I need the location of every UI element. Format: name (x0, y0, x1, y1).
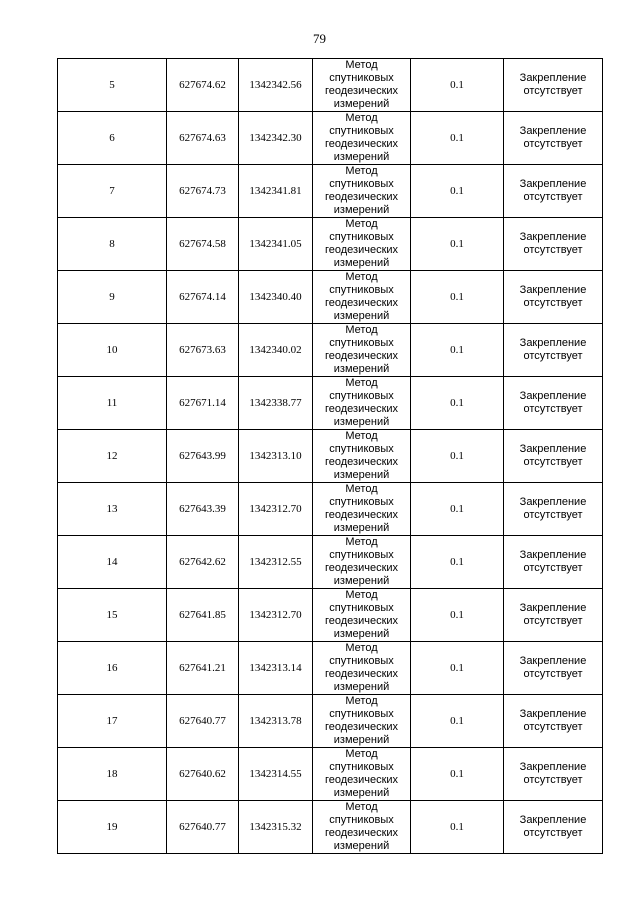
method-line: Метод (345, 695, 378, 707)
method-line: геодезических (324, 244, 399, 256)
x-coordinate-cell: 627642.62 (167, 536, 239, 589)
method-cell (313, 112, 411, 165)
method-line: спутниковых (329, 814, 394, 826)
point-number-cell: 7 (58, 165, 167, 218)
method-line: Метод (345, 536, 378, 548)
accuracy-cell: 0.1 (411, 324, 504, 377)
method-line: спутниковых (329, 708, 394, 720)
x-coordinate-cell: 627671.14 (167, 377, 239, 430)
x-coordinate-cell: 627641.85 (167, 589, 239, 642)
x-coordinate-cell: 627641.21 (167, 642, 239, 695)
fixation-line: Закрепление (519, 231, 587, 243)
x-coordinate-cell: 627674.14 (167, 271, 239, 324)
table-row (58, 165, 603, 218)
method-line: Метод (345, 642, 378, 654)
point-number-cell: 11 (58, 377, 167, 430)
method-line: геодезических (324, 562, 399, 574)
point-number-cell: 17 (58, 695, 167, 748)
method-cell (313, 377, 411, 430)
page-number: 79 (313, 31, 326, 46)
fixation-line: Закрепление (519, 72, 587, 84)
point-number-cell: 15 (58, 589, 167, 642)
method-line: геодезических (324, 297, 399, 309)
method-cell (313, 536, 411, 589)
method-cell (313, 483, 411, 536)
method-line: измерений (333, 840, 390, 852)
method-line: спутниковых (329, 284, 394, 296)
fixation-line: Закрепление (519, 125, 587, 137)
fixation-line: отсутствует (523, 350, 583, 362)
fixation-line: отсутствует (523, 191, 583, 203)
fixation-line: отсутствует (523, 827, 583, 839)
fixation-cell (504, 536, 603, 589)
fixation-line: Закрепление (519, 390, 587, 402)
accuracy-cell: 0.1 (411, 112, 504, 165)
fixation-line: отсутствует (523, 774, 583, 786)
method-line: измерений (333, 98, 390, 110)
method-cell (313, 324, 411, 377)
table-row (58, 218, 603, 271)
fixation-line: Закрепление (519, 284, 587, 296)
fixation-line: Закрепление (519, 337, 587, 349)
fixation-line: отсутствует (523, 138, 583, 150)
method-cell (313, 801, 411, 854)
fixation-cell (504, 59, 603, 112)
x-coordinate-cell: 627674.63 (167, 112, 239, 165)
y-coordinate-cell: 1342340.40 (239, 271, 313, 324)
method-cell (313, 165, 411, 218)
accuracy-cell: 0.1 (411, 536, 504, 589)
method-line: спутниковых (329, 178, 394, 190)
method-line: спутниковых (329, 655, 394, 667)
method-line: измерений (333, 310, 390, 322)
method-line: спутниковых (329, 443, 394, 455)
fixation-line: отсутствует (523, 85, 583, 97)
method-line: геодезических (324, 350, 399, 362)
table-row (58, 642, 603, 695)
method-line: Метод (345, 801, 378, 813)
method-line: геодезических (324, 668, 399, 680)
fixation-line: отсутствует (523, 721, 583, 733)
coordinates-table (57, 58, 603, 854)
fixation-line: Закрепление (519, 655, 587, 667)
point-number-cell: 5 (58, 59, 167, 112)
x-coordinate-cell: 627673.63 (167, 324, 239, 377)
method-line: измерений (333, 734, 390, 746)
table-row (58, 748, 603, 801)
fixation-line: Закрепление (519, 178, 587, 190)
fixation-line: Закрепление (519, 602, 587, 614)
point-number-cell: 14 (58, 536, 167, 589)
fixation-cell (504, 165, 603, 218)
fixation-cell (504, 324, 603, 377)
method-cell (313, 59, 411, 112)
method-line: Метод (345, 589, 378, 601)
point-number-cell: 6 (58, 112, 167, 165)
x-coordinate-cell: 627643.39 (167, 483, 239, 536)
method-line: геодезических (324, 456, 399, 468)
fixation-line: отсутствует (523, 562, 583, 574)
table-row (58, 801, 603, 854)
method-line: Метод (345, 218, 378, 230)
table-row (58, 324, 603, 377)
x-coordinate-cell: 627674.73 (167, 165, 239, 218)
method-line: спутниковых (329, 390, 394, 402)
fixation-line: Закрепление (519, 496, 587, 508)
method-line: Метод (345, 430, 378, 442)
table-row (58, 483, 603, 536)
method-line: Метод (345, 748, 378, 760)
y-coordinate-cell: 1342341.05 (239, 218, 313, 271)
fixation-cell (504, 483, 603, 536)
fixation-cell (504, 112, 603, 165)
table-row (58, 112, 603, 165)
fixation-cell (504, 589, 603, 642)
method-line: Метод (345, 377, 378, 389)
method-line: измерений (333, 787, 390, 799)
table-row (58, 59, 603, 112)
method-line: измерений (333, 363, 390, 375)
method-cell (313, 642, 411, 695)
y-coordinate-cell: 1342342.56 (239, 59, 313, 112)
accuracy-cell: 0.1 (411, 801, 504, 854)
accuracy-cell: 0.1 (411, 695, 504, 748)
accuracy-cell: 0.1 (411, 589, 504, 642)
method-cell (313, 589, 411, 642)
y-coordinate-cell: 1342312.70 (239, 483, 313, 536)
method-line: геодезических (324, 721, 399, 733)
method-line: спутниковых (329, 72, 394, 84)
accuracy-cell: 0.1 (411, 483, 504, 536)
x-coordinate-cell: 627674.58 (167, 218, 239, 271)
method-line: геодезических (324, 615, 399, 627)
table-row (58, 271, 603, 324)
method-line: измерений (333, 469, 390, 481)
x-coordinate-cell: 627640.77 (167, 695, 239, 748)
method-line: измерений (333, 628, 390, 640)
method-line: Метод (345, 59, 378, 71)
method-line: измерений (333, 204, 390, 216)
table-row (58, 430, 603, 483)
point-number-cell: 18 (58, 748, 167, 801)
point-number-cell: 9 (58, 271, 167, 324)
fixation-cell (504, 271, 603, 324)
method-line: геодезических (324, 403, 399, 415)
fixation-cell (504, 748, 603, 801)
accuracy-cell: 0.1 (411, 748, 504, 801)
x-coordinate-cell: 627640.62 (167, 748, 239, 801)
method-line: спутниковых (329, 231, 394, 243)
method-line: спутниковых (329, 549, 394, 561)
fixation-cell (504, 801, 603, 854)
method-line: геодезических (324, 138, 399, 150)
table-row (58, 695, 603, 748)
point-number-cell: 10 (58, 324, 167, 377)
method-line: измерений (333, 257, 390, 269)
method-line: геодезических (324, 85, 399, 97)
method-line: измерений (333, 416, 390, 428)
method-line: спутниковых (329, 337, 394, 349)
y-coordinate-cell: 1342338.77 (239, 377, 313, 430)
method-cell (313, 695, 411, 748)
method-line: геодезических (324, 827, 399, 839)
method-line: геодезических (324, 509, 399, 521)
method-cell (313, 271, 411, 324)
point-number-cell: 16 (58, 642, 167, 695)
method-line: спутниковых (329, 496, 394, 508)
y-coordinate-cell: 1342312.55 (239, 536, 313, 589)
method-cell (313, 430, 411, 483)
method-line: Метод (345, 271, 378, 283)
fixation-cell (504, 218, 603, 271)
fixation-cell (504, 642, 603, 695)
fixation-line: отсутствует (523, 668, 583, 680)
point-number-cell: 19 (58, 801, 167, 854)
x-coordinate-cell: 627643.99 (167, 430, 239, 483)
table-row (58, 377, 603, 430)
fixation-line: отсутствует (523, 244, 583, 256)
method-line: измерений (333, 151, 390, 163)
method-line: Метод (345, 112, 378, 124)
x-coordinate-cell: 627674.62 (167, 59, 239, 112)
method-cell (313, 748, 411, 801)
fixation-line: Закрепление (519, 443, 587, 455)
fixation-line: отсутствует (523, 297, 583, 309)
y-coordinate-cell: 1342340.02 (239, 324, 313, 377)
fixation-line: отсутствует (523, 403, 583, 415)
accuracy-cell: 0.1 (411, 59, 504, 112)
y-coordinate-cell: 1342313.78 (239, 695, 313, 748)
y-coordinate-cell: 1342314.55 (239, 748, 313, 801)
x-coordinate-cell: 627640.77 (167, 801, 239, 854)
accuracy-cell: 0.1 (411, 377, 504, 430)
accuracy-cell: 0.1 (411, 165, 504, 218)
fixation-line: отсутствует (523, 615, 583, 627)
y-coordinate-cell: 1342341.81 (239, 165, 313, 218)
table-row (58, 536, 603, 589)
fixation-line: Закрепление (519, 549, 587, 561)
method-cell (313, 218, 411, 271)
y-coordinate-cell: 1342312.70 (239, 589, 313, 642)
y-coordinate-cell: 1342313.14 (239, 642, 313, 695)
fixation-line: Закрепление (519, 761, 587, 773)
method-line: спутниковых (329, 125, 394, 137)
accuracy-cell: 0.1 (411, 430, 504, 483)
fixation-cell (504, 430, 603, 483)
method-line: измерений (333, 575, 390, 587)
accuracy-cell: 0.1 (411, 271, 504, 324)
fixation-line: Закрепление (519, 708, 587, 720)
table-body (58, 59, 603, 854)
method-line: Метод (345, 483, 378, 495)
fixation-line: отсутствует (523, 456, 583, 468)
point-number-cell: 12 (58, 430, 167, 483)
method-line: Метод (345, 324, 378, 336)
y-coordinate-cell: 1342342.30 (239, 112, 313, 165)
method-line: измерений (333, 681, 390, 693)
method-line: спутниковых (329, 761, 394, 773)
fixation-cell (504, 695, 603, 748)
fixation-line: отсутствует (523, 509, 583, 521)
table-row (58, 589, 603, 642)
method-line: спутниковых (329, 602, 394, 614)
y-coordinate-cell: 1342315.32 (239, 801, 313, 854)
fixation-line: Закрепление (519, 814, 587, 826)
method-line: измерений (333, 522, 390, 534)
method-line: Метод (345, 165, 378, 177)
method-line: геодезических (324, 774, 399, 786)
point-number-cell: 13 (58, 483, 167, 536)
method-line: геодезических (324, 191, 399, 203)
y-coordinate-cell: 1342313.10 (239, 430, 313, 483)
point-number-cell: 8 (58, 218, 167, 271)
accuracy-cell: 0.1 (411, 642, 504, 695)
fixation-cell (504, 377, 603, 430)
accuracy-cell: 0.1 (411, 218, 504, 271)
